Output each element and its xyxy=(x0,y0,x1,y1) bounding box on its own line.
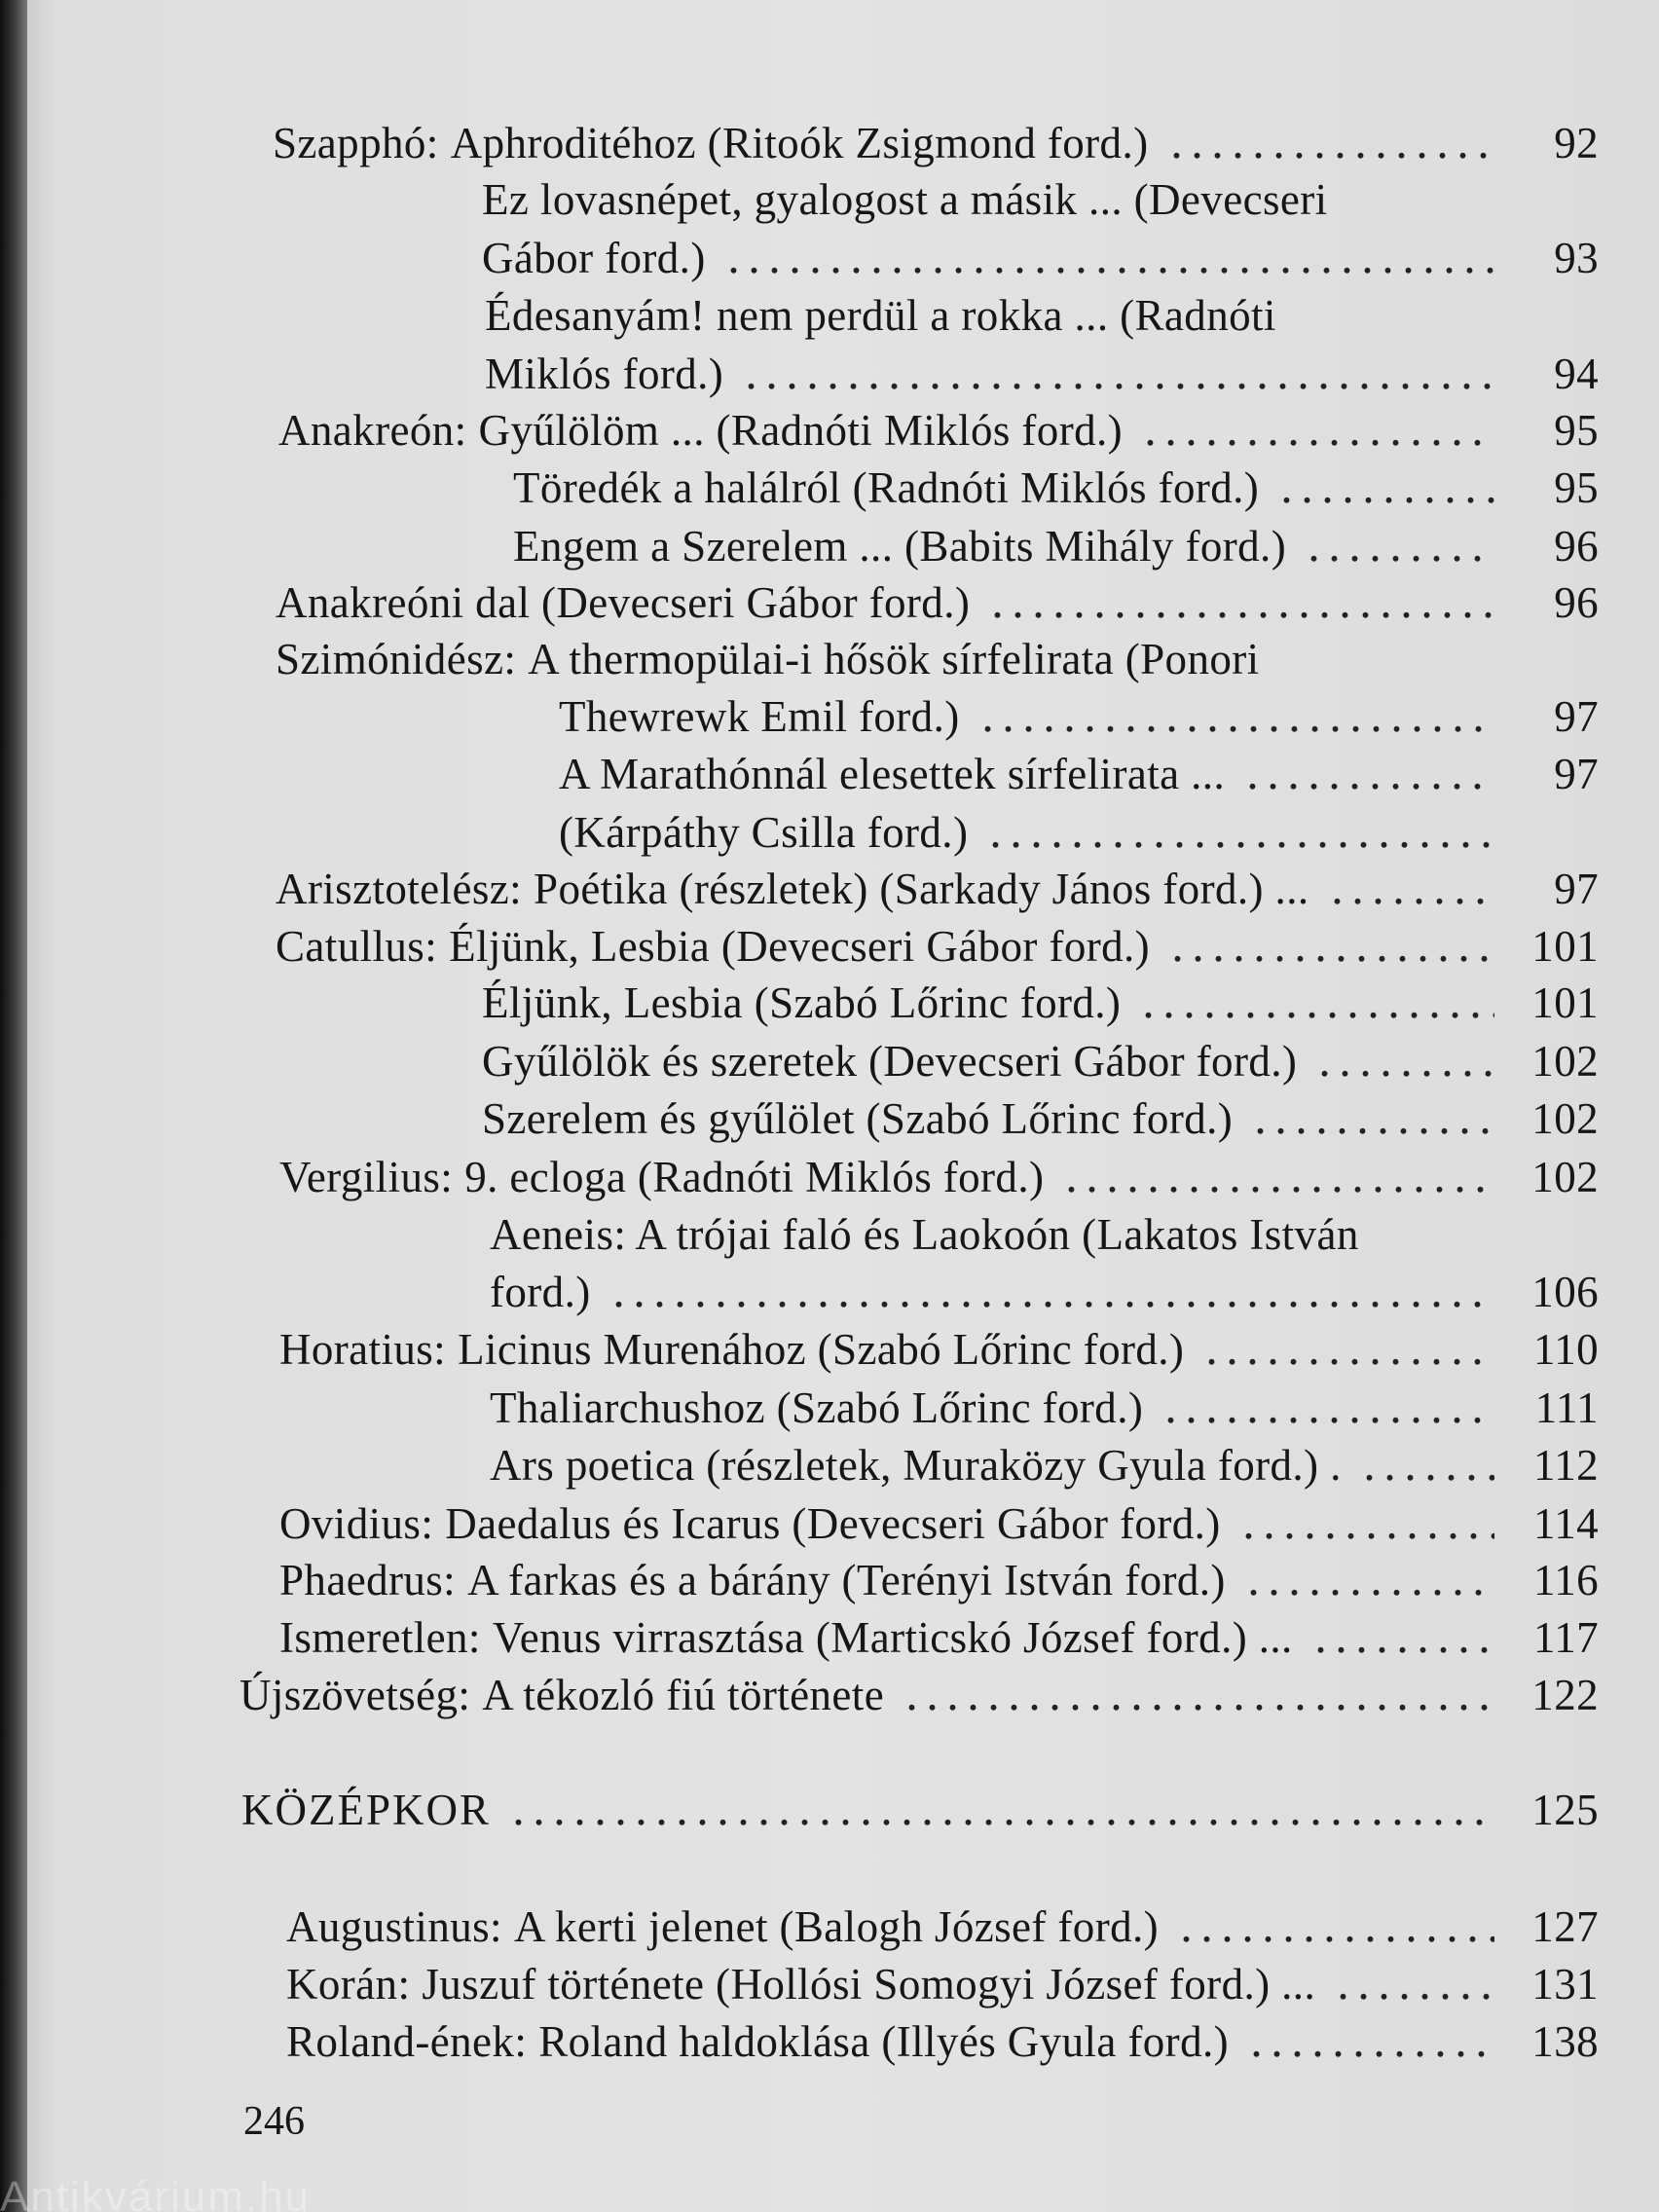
toc-page-number: 101 xyxy=(1531,978,1599,1027)
toc-page-number: 97 xyxy=(1554,865,1599,913)
toc-entry xyxy=(559,688,1599,745)
toc-entry xyxy=(279,1495,1599,1552)
toc-work-title: A kerti jelenet (Balogh József ford.) xyxy=(513,1902,1160,1951)
toc-author-label: Szapphó: xyxy=(273,119,439,167)
toc-entry xyxy=(482,975,1599,1031)
toc-work-title: Licinus Murenához (Szabó Lőrinc ford.) xyxy=(458,1325,1185,1374)
toc-work-title: Thaliarchushoz (Szabó Lőrinc ford.) xyxy=(490,1383,1144,1432)
toc-author-label: Horatius: xyxy=(279,1325,447,1374)
toc-entry xyxy=(485,346,1599,402)
toc-entry xyxy=(482,1033,1599,1089)
toc-work-title: Venus virrasztása (Marticskó József ford.) ... xyxy=(492,1613,1293,1662)
toc-dot-leader xyxy=(1333,1956,1494,2012)
toc-author-label: Ovidius: xyxy=(279,1499,434,1548)
watermark: Antikvárium.hu xyxy=(0,2173,312,2212)
toc-author-label: Phaedrus: xyxy=(279,1556,457,1604)
toc-author-label: Augustinus: xyxy=(286,1902,502,1951)
toc-dot-leader xyxy=(1201,1321,1494,1378)
toc-entry xyxy=(273,115,1599,171)
toc-page-number: 131 xyxy=(1531,1960,1599,2009)
toc-page-number: 97 xyxy=(1554,750,1599,798)
toc-author-label: Catullus: xyxy=(276,922,438,971)
page-number: 246 xyxy=(243,2099,305,2144)
toc-dot-leader xyxy=(987,574,1494,631)
toc-dot-leader xyxy=(1166,115,1494,171)
toc-dot-leader xyxy=(741,346,1494,402)
toc-dot-leader xyxy=(1359,1437,1494,1493)
toc-dot-leader xyxy=(1276,460,1494,516)
toc-entry xyxy=(485,287,1599,344)
toc-entry xyxy=(490,1437,1599,1493)
toc-work-title: Daedalus és Icarus (Devecseri Gábor ford.) xyxy=(445,1499,1221,1548)
toc-page-number: 111 xyxy=(1534,1383,1599,1432)
toc-work-title: Szerelem és gyűlölet (Szabó Lőrinc ford.) xyxy=(482,1094,1234,1143)
toc-entry xyxy=(513,518,1599,574)
toc-dot-leader xyxy=(1061,1149,1494,1205)
toc-dot-leader xyxy=(985,804,1494,861)
toc-entry xyxy=(286,2013,1599,2070)
toc-work-title: Anakreóni dal (Devecseri Gábor ford.) xyxy=(276,578,971,627)
toc-work-title: ford.) xyxy=(490,1268,591,1316)
toc-dot-leader xyxy=(1176,1899,1494,1955)
toc-page-number: 110 xyxy=(1532,1325,1599,1374)
toc-dot-leader xyxy=(1238,1495,1494,1552)
toc-entry xyxy=(276,631,1599,687)
toc-work-title: Aeneis: A trójai faló és Laokoón (Lakatos István xyxy=(490,1210,1359,1259)
toc-entry xyxy=(482,230,1599,286)
toc-entry xyxy=(559,746,1599,802)
toc-page-number: 114 xyxy=(1532,1499,1599,1548)
toc-author-label: Arisztotelész: xyxy=(276,865,523,913)
toc-author-label: Korán: xyxy=(286,1960,411,2009)
toc-work-title: Édesanyám! nem perdül a rokka ... (Radnóti xyxy=(485,291,1276,340)
toc-author-label: Roland-ének: xyxy=(286,2017,528,2066)
toc-page-number: 95 xyxy=(1554,463,1599,512)
toc-page-number: 112 xyxy=(1532,1441,1599,1490)
toc-page-number: 102 xyxy=(1531,1094,1599,1143)
toc-dot-leader xyxy=(1167,918,1494,975)
toc-page-number: 102 xyxy=(1531,1037,1599,1086)
toc-page-number: 92 xyxy=(1554,119,1599,167)
toc-work-title: Éljünk, Lesbia (Devecseri Gábor ford.) xyxy=(449,922,1151,971)
toc-dot-leader xyxy=(1327,861,1494,917)
toc-entry xyxy=(490,1380,1599,1436)
toc-dot-leader xyxy=(608,1264,1494,1320)
toc-work-title: Juszuf története (Hollósi Somogyi József ford.) ... xyxy=(422,1960,1316,2009)
section-title: KÖZÉPKOR xyxy=(241,1786,492,1834)
toc-entry xyxy=(279,1321,1599,1378)
toc-entry xyxy=(482,1090,1599,1147)
toc-dot-leader xyxy=(508,1782,1494,1838)
toc-work-title: A thermopülai-i hősök sírfelirata (Ponori xyxy=(528,635,1260,683)
toc-dot-leader xyxy=(1243,1552,1494,1608)
toc-work-title: Engem a Szerelem ... (Babits Mihály ford.) xyxy=(513,522,1287,571)
toc-author-label: Újszövetség: xyxy=(240,1671,471,1719)
toc-section-heading xyxy=(241,1782,1599,1838)
toc-entry xyxy=(559,804,1599,861)
toc-entry xyxy=(286,1956,1599,2012)
toc-work-title: Töredék a halálról (Radnóti Miklós ford.) xyxy=(513,463,1260,512)
toc-page-number: 125 xyxy=(1531,1786,1599,1834)
toc-entry xyxy=(490,1206,1599,1263)
toc-entry xyxy=(276,918,1599,975)
toc-page-number: 94 xyxy=(1554,350,1599,398)
toc-work-title: 9. ecloga (Radnóti Miklós ford.) xyxy=(464,1153,1045,1201)
toc-page-number: 138 xyxy=(1531,2017,1599,2066)
toc-page-number: 97 xyxy=(1554,692,1599,741)
toc-dot-leader xyxy=(1250,1090,1494,1147)
toc-work-title: A farkas és a bárány (Terényi István ford.) xyxy=(467,1556,1226,1604)
toc-dot-leader xyxy=(977,688,1494,745)
toc-dot-leader xyxy=(1304,518,1494,574)
toc-page-number: 116 xyxy=(1532,1556,1599,1604)
toc-entry xyxy=(276,861,1599,917)
toc-entry xyxy=(240,1667,1599,1723)
toc-author-label: Vergilius: xyxy=(279,1153,454,1201)
toc-work-title: Éljünk, Lesbia (Szabó Lőrinc ford.) xyxy=(482,978,1122,1027)
toc-work-title: Ars poetica (részletek, Muraközy Gyula ford.) . xyxy=(490,1441,1342,1490)
toc-work-title: Gyűlölöm ... (Radnóti Miklós ford.) xyxy=(478,406,1124,455)
toc-page-number: 127 xyxy=(1531,1902,1599,1951)
toc-author-label: Anakreón: xyxy=(278,406,467,455)
toc-entry xyxy=(279,1609,1599,1666)
toc-dot-leader xyxy=(1242,746,1494,802)
toc-page-number: 117 xyxy=(1532,1613,1599,1662)
toc-entry xyxy=(279,1552,1599,1608)
toc-dot-leader xyxy=(1140,402,1494,459)
toc-entry xyxy=(279,1149,1599,1205)
toc-page-number: 122 xyxy=(1531,1671,1599,1719)
toc-page-number: 102 xyxy=(1531,1153,1599,1201)
toc-work-title: Miklós ford.) xyxy=(485,350,724,398)
toc-work-title: Poétika (részletek) (Sarkady János ford.) ... xyxy=(534,865,1309,913)
toc-author-label: Ismeretlen: xyxy=(279,1613,481,1662)
toc-dot-leader xyxy=(1314,1033,1494,1089)
toc-dot-leader xyxy=(1138,975,1494,1031)
toc-entry xyxy=(482,171,1599,228)
toc-page-number: 95 xyxy=(1554,406,1599,455)
toc-dot-leader xyxy=(723,230,1494,286)
toc-author-label: Szimónidész: xyxy=(276,635,517,683)
toc-entry xyxy=(513,460,1599,516)
toc-entry xyxy=(490,1264,1599,1320)
toc-dot-leader xyxy=(1246,2013,1494,2070)
toc-entry xyxy=(278,402,1599,459)
toc-dot-leader xyxy=(1310,1609,1494,1666)
toc-dot-leader xyxy=(902,1667,1494,1723)
toc-entry xyxy=(286,1899,1599,1955)
toc-entry xyxy=(276,574,1599,631)
toc-work-title: Thewrewk Emil ford.) xyxy=(559,692,960,741)
toc-work-title: A Marathónnál elesettek sírfelirata ... xyxy=(559,750,1226,798)
toc-work-title: Gyűlölök és szeretek (Devecseri Gábor ford.) xyxy=(482,1037,1298,1086)
toc-page-number: 96 xyxy=(1554,578,1599,627)
book-spine-shadow xyxy=(0,0,27,2212)
toc-work-title: Ez lovasnépet, gyalogost a másik ... (Devecseri xyxy=(482,175,1328,224)
toc-work-title: Roland haldoklása (Illyés Gyula ford.) xyxy=(538,2017,1230,2066)
toc-page-number: 101 xyxy=(1531,922,1599,971)
toc-work-title: (Kárpáthy Csilla ford.) xyxy=(559,808,969,857)
toc-work-title: A tékozló fiú története xyxy=(482,1671,885,1719)
toc-page-number: 93 xyxy=(1554,234,1599,282)
toc-page-number: 106 xyxy=(1531,1268,1599,1316)
toc-page-number: 96 xyxy=(1554,522,1599,571)
toc-dot-leader xyxy=(1161,1380,1494,1436)
toc-work-title: Gábor ford.) xyxy=(482,234,706,282)
toc-work-title: Aphroditéhoz (Ritoók Zsigmond ford.) xyxy=(450,119,1149,167)
